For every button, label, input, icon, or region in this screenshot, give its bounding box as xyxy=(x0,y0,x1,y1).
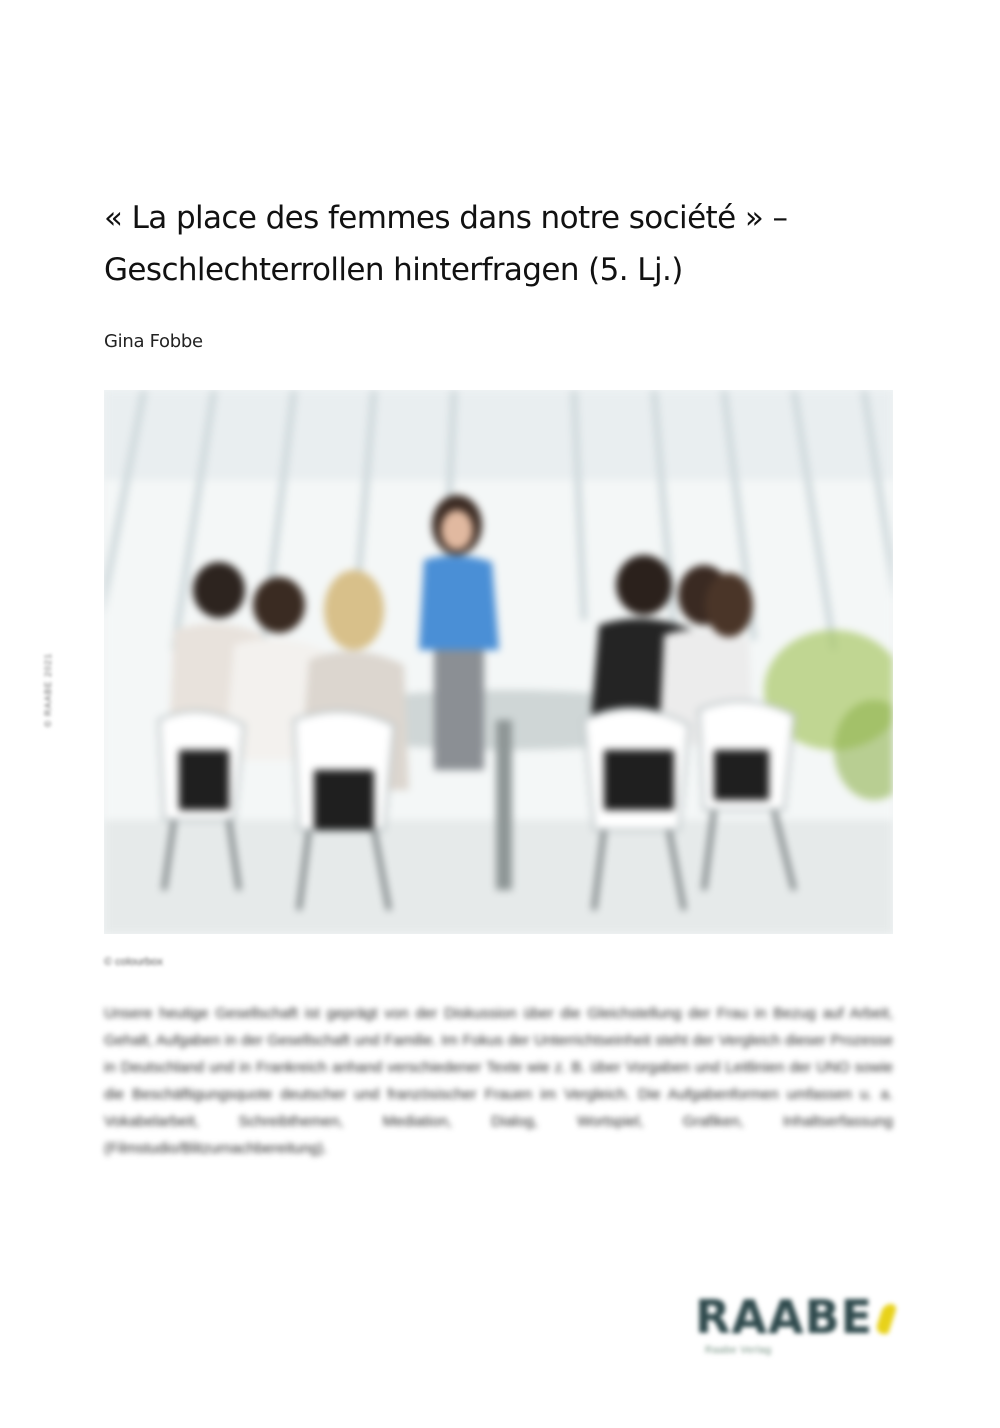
photo-credit: © colourbox xyxy=(104,956,163,968)
publisher-logo-tagline: Raabe Verlag xyxy=(705,1345,772,1356)
document-title-line-2: Geschlechterrollen hinterfragen (5. Lj.) xyxy=(104,252,683,288)
document-description: Unsere heutige Gesellschaft ist geprägt von der Diskussion über die Gleichstellung der Frau in Bezug auf Arbeit, Gehalt, Aufgaben in der Gesellschaft und Familie. Im Fokus der Unterrichtseinheit steht der Vergleich dieser Prozesse in Deutschland und in Frankreich anhand verschiedener Texte wie z. B. über Vorgaben und Leitlinien der UNO sowie die Beschäftigungsquote deutscher und französischer Frauen im Vergleich. Die Aufgabenformen umfassen u. a. Vokabelarbeit, Schreibthemen, Mediation, Dialog, Wortspiel, Grafiken, Inhaltserfassung (Filmstudio/Blitzurnachbereitung). xyxy=(104,1005,893,1157)
meeting-photo-illustration xyxy=(104,390,893,934)
document-title-line-1: « La place des femmes dans notre société » – xyxy=(104,200,788,236)
publisher-logo xyxy=(695,1290,905,1370)
logo-comma-icon xyxy=(874,1304,898,1334)
side-copyright-notice: © RAABE 2021 xyxy=(43,652,53,728)
cover-photo xyxy=(104,390,893,934)
publisher-logo-wordmark: RAABE xyxy=(695,1290,874,1344)
document-title xyxy=(104,192,904,296)
author-name: Gina Fobbe xyxy=(104,331,203,352)
